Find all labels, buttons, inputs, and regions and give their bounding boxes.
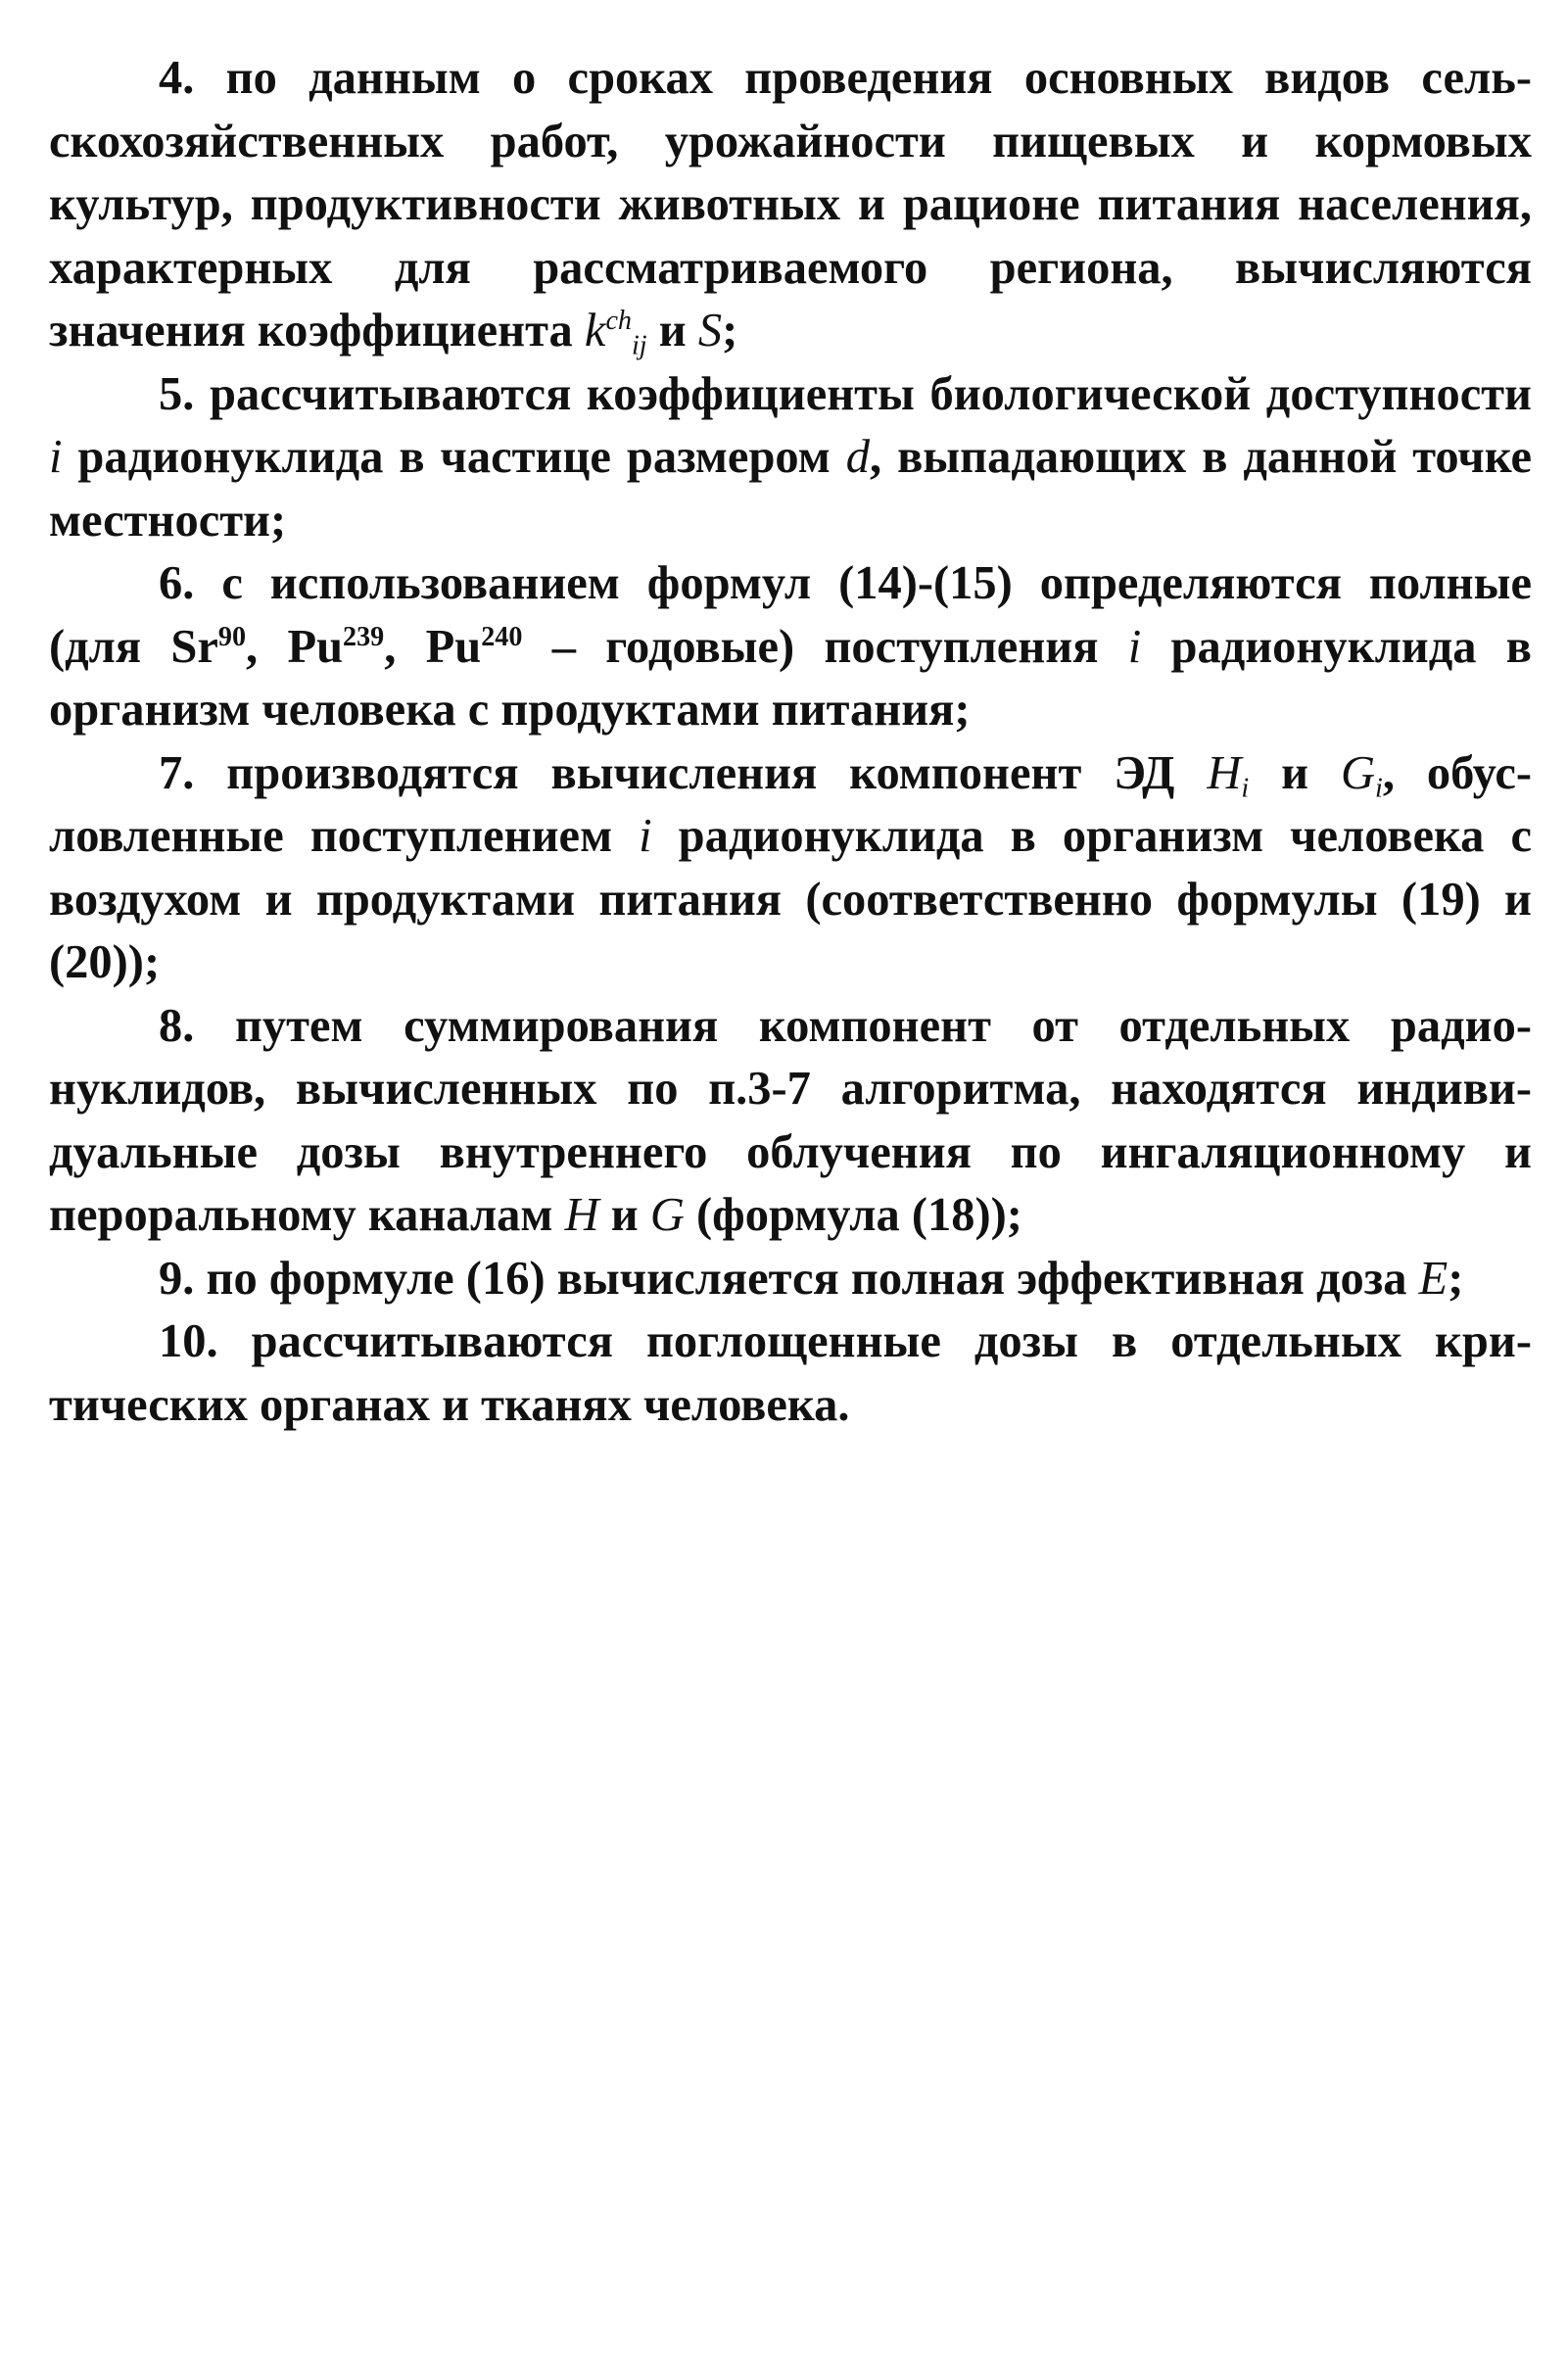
math-s: S (697, 305, 723, 357)
list-item-4: 4. по данным о сроках проведения основных видов сельскохозяйственных работ, урожайности пищевых и кормовых культур, продуктивности животных и рационе питания населения, характерных для рассматриваемого региона, вычисляются значения коэффициента $k^{ch}_{ij}$ и S; (49, 52, 1532, 361)
list-item-8: 8. путем суммирования компонент от отдельных радионуклидов, вычисленных по п.3-7 алгоритма, находятся индивидуальные дозы внутреннего облучения по ингаляционному и пероральному каналам H и G (формула (18)); (49, 999, 1532, 1241)
list-item-5: 5. рассчитываются коэффициенты биологической доступности i радионуклида в частице размером d, выпадающих в данной точке местности; (49, 367, 1533, 547)
math-g: G (649, 1189, 685, 1241)
math-g-i: $G_i$ (1341, 746, 1383, 803)
math-e: E (1418, 1252, 1448, 1305)
math-i: i (49, 431, 63, 483)
math-h: H (564, 1189, 599, 1241)
list-item-10: 10. рассчитываются поглощенные дозы в отдельных критических органах и тканях человека. (49, 1315, 1532, 1431)
list-item-7: 7. производятся вычисления компонент ЭД $H_i$ и $G_i$, обусловленные поступлением i радионуклида в организм человека с воздухом и продуктами питания (соответственно формулы (19) и (20)); (49, 746, 1533, 988)
math-i: i (1127, 620, 1142, 673)
sr-isotope-number: 90 (217, 621, 247, 652)
math-h-i: $H_i$ (1207, 746, 1250, 803)
list-item-9: 9. по формуле (16) вычисляется полная эффективная доза E; (159, 1252, 1464, 1305)
math-i: i (639, 810, 652, 862)
document-page (49, 47, 1532, 1437)
pu240-isotope-number: 240 (481, 621, 523, 652)
math-k-ij-ch: $k^{ch}_{ij}$ (584, 305, 647, 361)
pu239-isotope-number: 239 (343, 621, 385, 652)
math-d: d (845, 431, 870, 483)
list-item-6: 6. с использованием формул (14)-(15) определяются полные (для Sr$^{90}$, Pu$^{239}$, Pu$^{240}$ – годовые) поступления i радионуклида в организм человека с продуктами питания; (49, 557, 1532, 736)
